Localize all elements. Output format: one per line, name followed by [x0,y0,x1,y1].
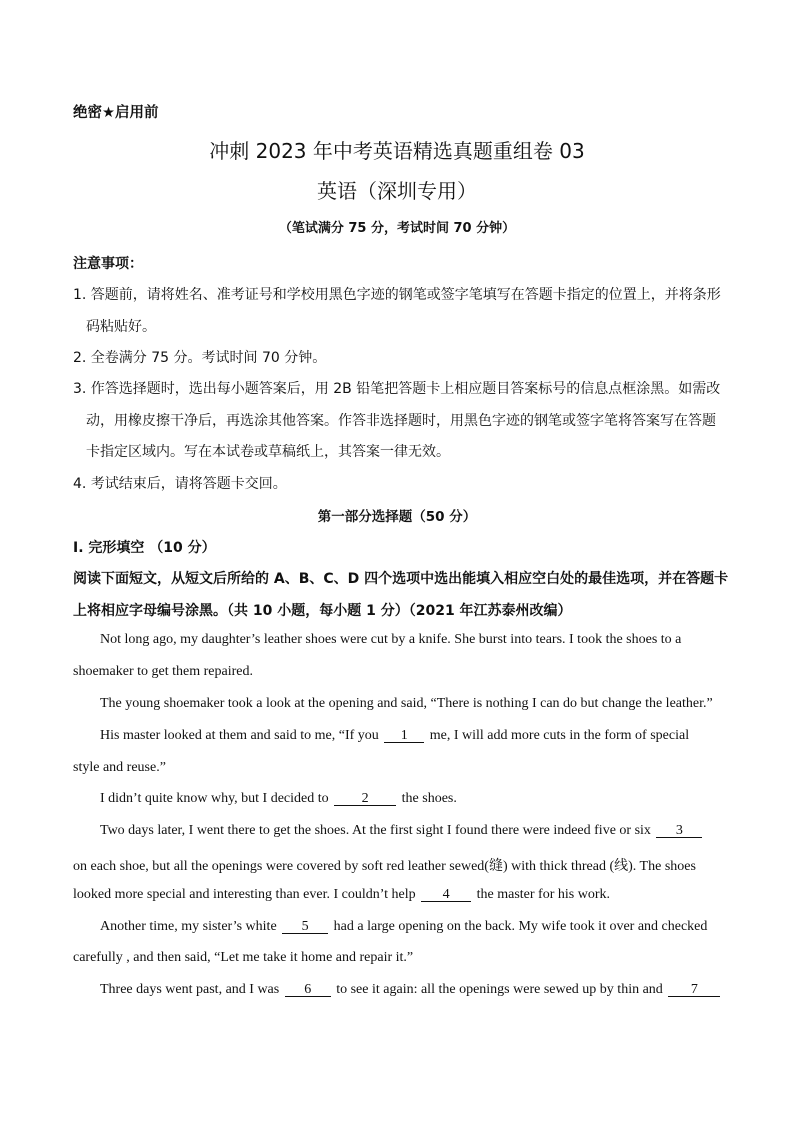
section-title: 第一部分选择题（50 分） [317,509,477,525]
passage-line: shoemaker to get them repaired. [73,664,253,679]
note-item-2: 2. 全卷满分 75 分。考试时间 70 分钟。 [73,350,327,366]
passage-line: style and reuse.” [73,760,166,775]
blank-4: 4 [421,888,471,902]
passage-text: the master for his work. [476,887,610,902]
instructions-line-1: 阅读下面短文，从短文后所给的 A、B、C、D 四个选项中选出能填入相应空白处的最佳选项，并在答题卡 [73,571,729,587]
passage-line [73,887,610,903]
passage-line: The young shoemaker took a look at the opening and said, “There is nothing I can do but change the leather.” [100,696,713,711]
passage-text: Three days went past, and I was [100,982,280,997]
note-item-3: 3. 作答选择题时，选出每小题答案后，用 2B 铅笔把答题卡上相应题目答案标号的信息点框涂黑。如需改 [73,381,721,397]
blank-6: 6 [285,983,331,997]
note-item-1: 1. 答题前，请将姓名、准考证号和学校用黑色字迹的钢笔或签字笔填写在答题卡指定的位置上，并将条形 [73,287,721,303]
blank-2: 2 [334,792,396,806]
passage-text: the shoes. [401,791,457,806]
passage-text: Two days later, I went there to get the shoes. At the first sight I found there were indeed five or six [100,823,651,838]
part-title: I. 完形填空 （10 分） [73,540,216,556]
blank-5: 5 [282,920,328,934]
instructions-line-2: 上将相应字母编号涂黑。（共 10 小题，每小题 1 分）（2021 年江苏泰州改编） [73,603,572,619]
note-item-3-cont-1: 动，用橡皮擦干净后，再选涂其他答案。作答非选择题时，用黑色字迹的钢笔或签字笔将答案写在答题 [86,413,716,429]
passage-text: me, I will add more cuts in the form of special [429,728,690,743]
note-item-3-cont-2: 卡指定区域内。写在本试卷或草稿纸上，其答案一律无效。 [86,444,450,460]
notes-heading: 注意事项： [73,256,143,272]
passage-text: looked more special and interesting than ever. I couldn’t help [73,887,416,902]
passage-text: I didn’t quite know why, but I decided to [100,791,329,806]
passage-text: to see it again: all the openings were sewed up by thin and [336,982,663,997]
exam-title: 冲刺 2023 年中考英语精选真题重组卷 03 [209,139,585,163]
note-item-4: 4. 考试结束后，请将答题卡交回。 [73,476,287,492]
blank-7: 7 [668,983,720,997]
passage-line [100,728,689,744]
passage-line [100,823,704,839]
passage-line: Not long ago, my daughter’s leather shoes were cut by a knife. She burst into tears. I took the shoes to a [100,632,682,647]
blank-3: 3 [656,824,702,838]
passage-text: had a large opening on the back. My wife took it over and checked [333,919,708,934]
exam-info: （笔试满分 75 分，考试时间 70 分钟） [278,221,516,236]
exam-subtitle: 英语（深圳专用） [317,179,477,203]
confidential-mark: 绝密★启用前 [73,105,159,121]
passage-line [100,982,722,998]
passage-line [100,919,707,935]
passage-text: Another time, my sister’s white [100,919,277,934]
passage-line [100,791,457,807]
passage-text: His master looked at them and said to me, “If you [100,728,379,743]
passage-line: carefully , and then said, “Let me take it home and repair it.” [73,950,414,965]
passage-line: on each shoe, but all the openings were covered by soft red leather sewed(缝) with thick thread (线). The shoes [73,859,696,874]
blank-1: 1 [384,729,424,743]
note-item-1-cont: 码粘贴好。 [86,319,156,335]
